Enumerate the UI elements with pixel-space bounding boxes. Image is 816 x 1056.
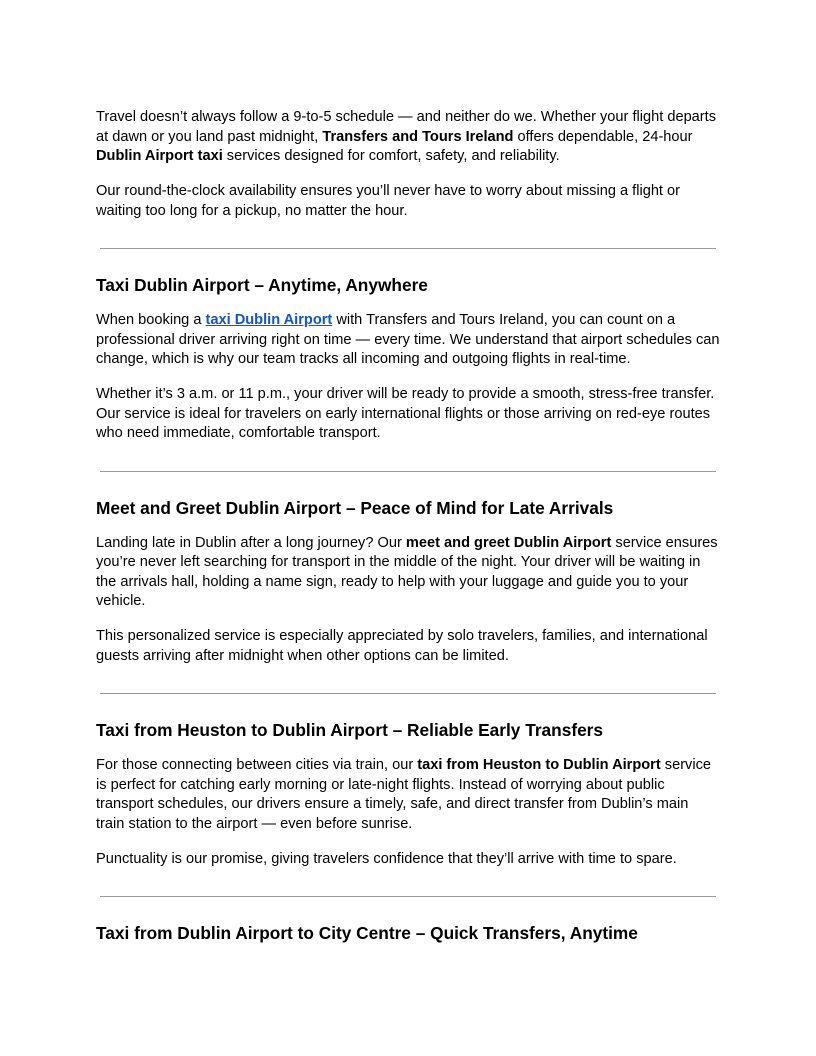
section2-paragraph-2: This personalized service is especially appreciated by solo travelers, families, and international guests arriving after midnight when other options can be limited.: [96, 628, 708, 664]
intro-text-e: services designed for comfort, safety, and reliability.: [222, 148, 560, 164]
section-heading-taxi-dublin-airport: Taxi Dublin Airport – Anytime, Anywhere: [96, 275, 428, 295]
section3-text-c: service is perfect for catching early morning or late-night flights. Instead of worrying about public transport schedules, our drivers ensure a timely, safe, and direct transfer from Dublin’s main train station to the airport — even before sunrise.: [96, 757, 712, 832]
taxi-dublin-airport-link[interactable]: taxi Dublin Airport: [205, 312, 333, 328]
section-heading-city-centre: Taxi from Dublin Airport to City Centre – Quick Transfers, Anytime: [96, 923, 638, 943]
section-heading-meet-and-greet: Meet and Greet Dublin Airport – Peace of Mind for Late Arrivals: [96, 497, 614, 518]
section-divider: [100, 693, 716, 694]
section2-paragraph-1: [96, 534, 720, 612]
section3-paragraph-2: Punctuality is our promise, giving travelers confidence that they’ll arrive with time to spare.: [96, 850, 677, 867]
intro-paragraph-2: Our round-the-clock availability ensures you’ll never have to worry about missing a flight or waiting too long for a pickup, no matter the hour.: [96, 183, 681, 219]
section3-text-a: For those connecting between cities via train, our: [96, 757, 418, 773]
section-heading-heuston: Taxi from Heuston to Dublin Airport – Reliable Early Transfers: [96, 720, 604, 740]
section2-text-a: Landing late in Dublin after a long journey? Our: [96, 534, 406, 551]
section1-text-a: When booking a: [96, 312, 206, 328]
section2-text-c: service ensures you’re never left searching for transport in the middle of the night. Your driver will be waiting in the arrivals hall, holding a name sign, ready to help with your luggage and guide you to your vehicle.: [96, 534, 718, 609]
section1-text-c: with Transfers and Tours Ireland, you can count on a professional driver arriving right on time — every time. We understand that airport schedules can change, which is why our team tracks all incoming and outgoing flights in real-time.: [96, 312, 720, 367]
heuston-taxi-bold: taxi from Heuston to Dublin Airport: [417, 757, 661, 773]
section-divider: [100, 471, 716, 472]
section-divider: [100, 248, 716, 249]
section3-paragraph-1: [96, 756, 720, 834]
dublin-airport-taxi-bold: Dublin Airport taxi: [96, 148, 223, 164]
intro-paragraph-1: [96, 108, 720, 167]
section-divider: [100, 896, 716, 897]
company-name-bold: Transfers and Tours Ireland: [322, 128, 514, 145]
meet-and-greet-bold: meet and greet Dublin Airport: [405, 534, 612, 551]
intro-text-a: Travel doesn’t always follow a 9-to-5 schedule — and neither do we. Whether your flight departs at dawn or you land past midnight,: [96, 109, 717, 145]
intro-text-c: offers dependable, 24-hour: [513, 128, 693, 145]
section1-paragraph-1: [96, 311, 720, 370]
section1-paragraph-2: Whether it’s 3 a.m. or 11 p.m., your driver will be ready to provide a smooth, stress-free transfer. Our service is ideal for travelers on early international flights or those arriving on red-eye routes who need immediate, comfortable transport.: [96, 386, 715, 441]
